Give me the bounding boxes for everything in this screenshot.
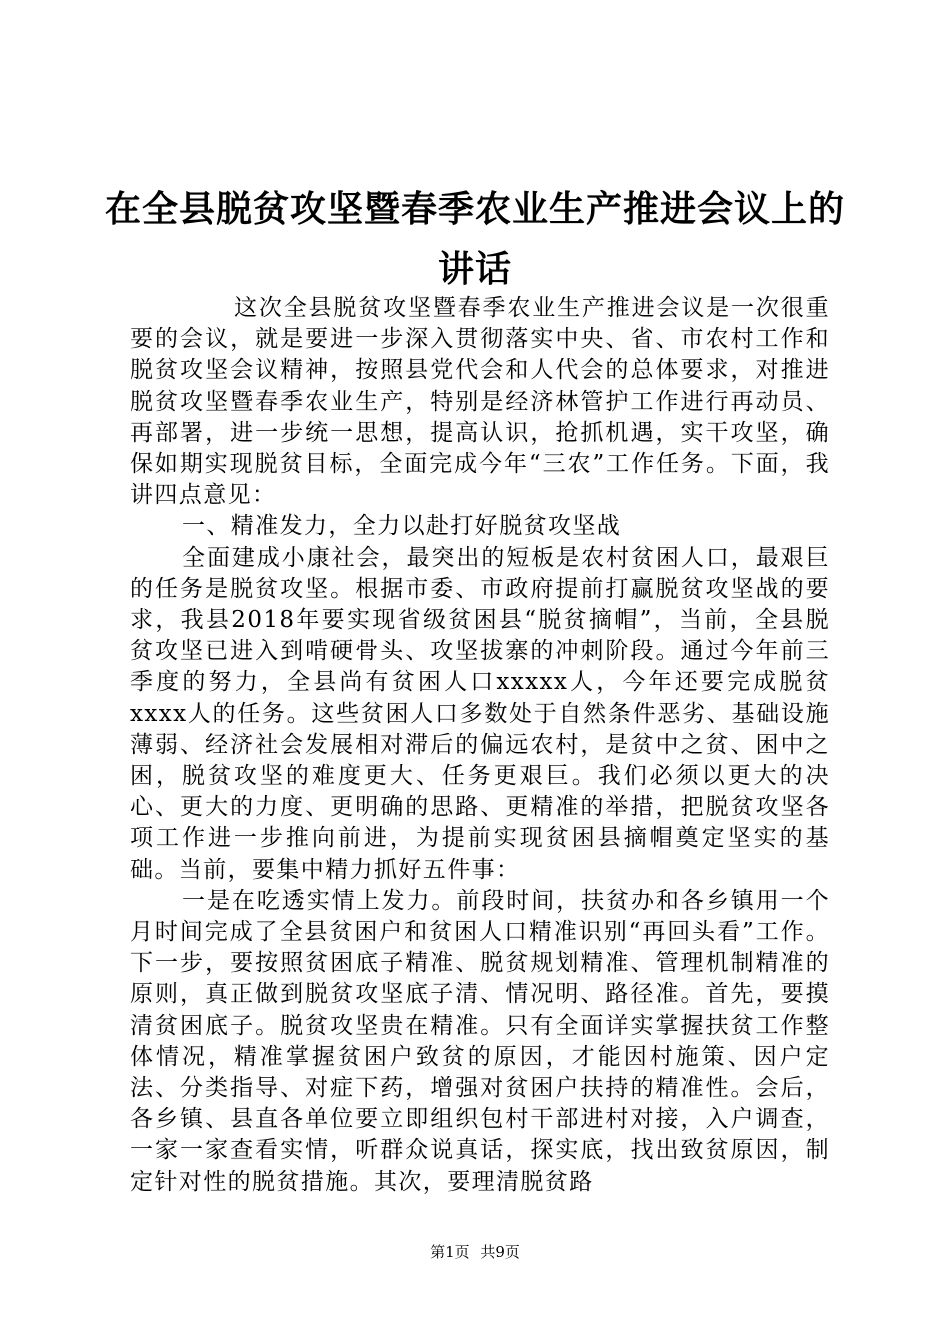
body-paragraph-2: 一是在吃透实情上发力。前段时间，扶贫办和各乡镇用一个月时间完成了全县贫困户和贫困人口精准识别“再回头看”工作。下一步，要按照贫困底子精准、脱贫规划精准、管理机制精准的原则，真正做到脱贫攻坚底子清、情况明、路径准。首先，要摸清贫困底子。脱贫攻坚贵在精准。只有全面详实掌握扶贫工作整体情况，精准掌握贫困户致贫的原因，才能因村施策、因户定法、分类指导、对症下药，增强对贫困户扶持的精准性。会后，各乡镇、县直各单位要立即组织包村干部进村对接，入户调查，一家一家查看实情，听群众说真话，探实底，找出致贫原因，制定针对性的脱贫措施。其次，要理清脱贫路 <box>130 887 830 1195</box>
intro-paragraph: 这次全县脱贫攻坚暨春季农业生产推进会议是一次很重要的会议，就是要进一步深入贯彻落实中央、省、市农村工作和脱贫攻坚会议精神，按照县党代会和人代会的总体要求，对推进脱贫攻坚暨春季农业生产，特别是经济林管护工作进行再动员、再部署，进一步统一思想，提高认识，抢抓机遇，实干攻坚，确保如期实现脱贫目标，全面完成今年“三农”工作任务。下面，我讲四点意见： <box>130 295 830 509</box>
section-heading-1: 一、精准发力，全力以赴打好脱贫攻坚战 <box>182 513 622 540</box>
page-footer <box>0 1242 950 1262</box>
page-total: 共9页 <box>480 1243 520 1261</box>
body-paragraph-1: 全面建成小康社会，最突出的短板是农村贫困人口，最艰巨的任务是脱贫攻坚。根据市委、市政府提前打赢脱贫攻坚战的要求，我县2018年要实现省级贫困县“脱贫摘帽”，当前，全县脱贫攻坚已进入到啃硬骨头、攻坚拔寨的冲刺阶段。通过今年前三季度的努力，全县尚有贫困人口xxxxx人，今年还要完成脱贫xxxx人的任务。这些贫困人口多数处于自然条件恶劣、基础设施薄弱、经济社会发展相对滞后的偏远农村，是贫中之贫、困中之困，脱贫攻坚的难度更大、任务更艰巨。我们必须以更大的决心、更大的力度、更明确的思路、更精准的举措，把脱贫攻坚各项工作进一步推向前进，为提前实现贫困县摘帽奠定坚实的基础。当前，要集中精力抓好五件事： <box>130 544 830 883</box>
document-title-line-2: 讲话 <box>437 249 512 290</box>
page-number: 第1页 <box>430 1243 470 1261</box>
document-title-line-1: 在全县脱贫攻坚暨春季农业生产推进会议上的 <box>104 189 845 230</box>
document-body <box>130 293 830 1198</box>
